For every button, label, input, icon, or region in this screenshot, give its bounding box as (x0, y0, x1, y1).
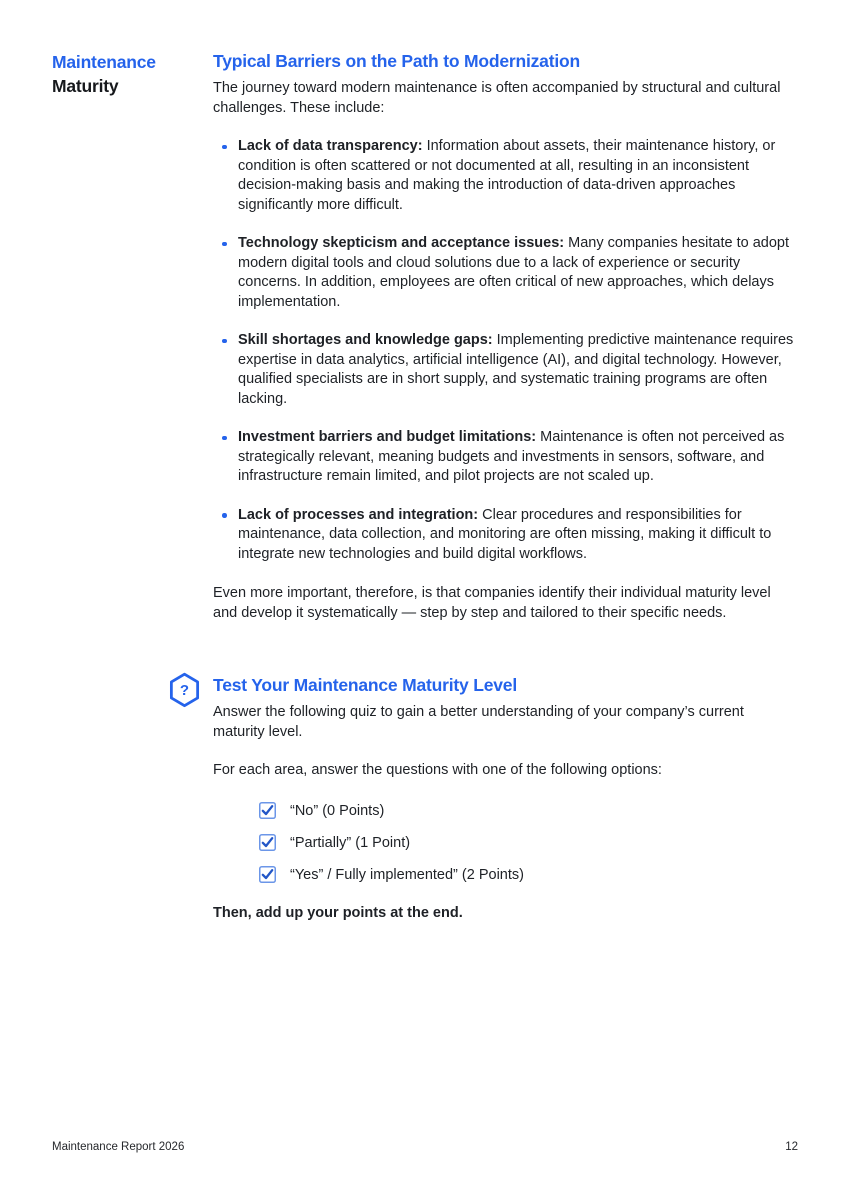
barrier-lead: Skill shortages and knowledge gaps: (238, 332, 493, 348)
barrier-item (213, 428, 798, 487)
barriers-list (213, 137, 798, 564)
quiz-option-list (213, 799, 798, 887)
quiz-intro: Answer the following quiz to gain a better understanding of your company’s current maturity level. (213, 704, 744, 740)
question-mark-glyph: ? (179, 682, 190, 699)
barriers-heading: Typical Barriers on the Path to Modernization (213, 51, 580, 71)
quiz-closing: Then, add up your points at the end. (213, 904, 463, 921)
barriers-section (213, 50, 798, 623)
barriers-intro: The journey toward modern maintenance is often accompanied by structural and cultural challenges. These include: (213, 80, 781, 116)
margin-label-line1: Maintenance (52, 52, 156, 72)
footer-document-title: Maintenance Report 2026 (52, 1141, 185, 1153)
quiz-option-row (213, 799, 798, 823)
quiz-option-row (213, 831, 798, 855)
barrier-item (213, 506, 798, 565)
barrier-text: Many companies hesitate to adopt modern digital tools and cloud solutions due to a lack of experience or security concerns. In addition, employees are often critical of new approaches, which delays implementation. (238, 235, 789, 310)
page-number: 12 (785, 1141, 798, 1153)
checkbox-checked-icon (259, 834, 276, 851)
barrier-text: Clear procedures and responsibilities for maintenance, data collection, and monitoring are often missing, making it difficult to integrate new technologies and build digital workflows. (238, 506, 772, 562)
margin-label-line2: Maturity (52, 76, 119, 96)
barrier-item (213, 331, 798, 409)
barrier-text: Implementing predictive maintenance requires expertise in data analytics, artificial intelligence (AI), and digital technology. However, qualified specialists are in short supply, and systematic training programs are often lacking. (238, 332, 794, 407)
quiz-section (179, 674, 798, 923)
quiz-option-label: “No” (0 Points) (290, 802, 385, 819)
quiz-option-label: “Partially” (1 Point) (290, 834, 411, 851)
page-footer (52, 1141, 798, 1153)
barrier-item (213, 234, 798, 312)
question-hexagon-icon (167, 671, 202, 710)
checkbox-checked-icon (259, 802, 276, 819)
main-content (179, 50, 798, 923)
barrier-lead: Lack of processes and integration: (238, 506, 479, 523)
barrier-lead: Technology skepticism and acceptance issues: (238, 235, 565, 251)
barriers-closing: Even more important, therefore, is that companies identify their individual maturity level and develop it systematically — step by step and tailored to their specific needs. (213, 585, 771, 621)
quiz-option-row (213, 863, 798, 887)
barrier-lead: Investment barriers and budget limitations: (238, 429, 537, 445)
quiz-heading: Test Your Maintenance Maturity Level (213, 675, 517, 695)
barrier-text: Information about assets, their maintenance history, or condition is often scattered or not documented at all, resulting in an inconsistent decision-making basis and making the introduction of data-driven approaches significantly more difficult. (238, 138, 776, 213)
barrier-item (213, 137, 798, 215)
quiz-option-label: “Yes” / Fully implemented” (2 Points) (290, 866, 524, 883)
margin-label (52, 50, 213, 923)
barrier-text: Maintenance is often not perceived as strategically relevant, meaning budgets and investments in sensors, software, and infrastructure remain limited, and pilot projects are not scaled up. (238, 429, 785, 484)
quiz-options-intro: For each area, answer the questions with one of the following options: (213, 762, 662, 778)
checkbox-checked-icon (259, 866, 276, 883)
barrier-lead: Lack of data transparency: (238, 138, 423, 154)
